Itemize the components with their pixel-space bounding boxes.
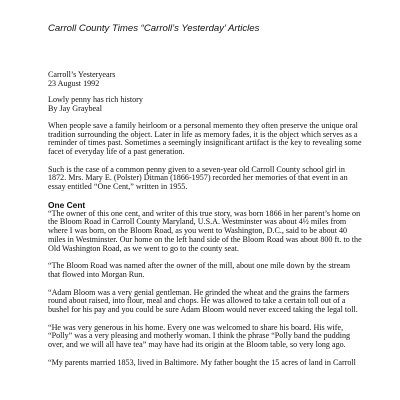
- paragraph-line: Such is the case of a common penny given to a seven-year old Carroll County school girl in: [48, 164, 345, 174]
- paragraph-line: where I was born, on the Bloom Road, as you went to Washington, D.C., said to be about 40: [48, 226, 348, 236]
- essay-paragraph-4: [48, 324, 356, 350]
- paragraph-line: facet of everyday life of a past generation.: [48, 146, 185, 156]
- essay-paragraph-3: [48, 289, 356, 315]
- intro-paragraph-1: [48, 120, 362, 157]
- paragraph-line: “My parents married 1853, lived in Baltimore. My father bought the 15 acres of land in Carroll: [48, 357, 356, 367]
- paragraph-line: miles in Westminster. Our home on the left hand side of the Bloom Road was about 800 ft. to the: [48, 234, 362, 244]
- column-name: Carroll’s Yesteryears: [48, 70, 116, 79]
- paragraph-line: “He was very generous in his home. Every one was welcomed to share his board. His wife,: [48, 322, 344, 332]
- paragraph-line: Old Washington Road, as we went to go to the county seat.: [48, 243, 239, 253]
- essay-paragraph-1: [48, 208, 362, 254]
- paragraph-line: “The Bloom Road was named after the owner of the mill, about one mile down by the stream: [48, 261, 351, 271]
- essay-paragraph-5: [48, 359, 356, 368]
- paragraph-line: “Adam Bloom was a very genial gentleman. He grinded the wheat and the grains the farmers: [48, 287, 350, 297]
- paragraph-line: When people save a family heirloom or a personal memento they often preserve the unique oral: [48, 120, 358, 130]
- section-heading: One Cent: [48, 199, 86, 210]
- paragraph-line: “The owner of this one cent, and writer of this true story, was born 1866 in her parent’s home on: [48, 208, 361, 218]
- paragraph-line: 1872. Mrs. Mary E. (Polster) Ditman (1866-1957) recorded her memories of that event in an: [48, 173, 348, 183]
- article-byline: By Jay Graybeal: [48, 104, 102, 114]
- paragraph-line: the Bloom Road in Carroll County Maryland, U.S.A. Westminster was about 4½ miles from: [48, 217, 347, 227]
- paragraph-line: “Polly” was a very pleasing and motherly woman. I think the phrase “Polly band the pudding: [48, 331, 351, 341]
- document-body: [48, 70, 362, 368]
- paragraph-line: that flowed into Morgan Run.: [48, 269, 145, 279]
- paragraph-line: over, and we will all have tea” may have had its origin at the Bloom table, so very long ago.: [48, 340, 346, 350]
- paragraph-line: reminder of times past. Sometimes a seemingly insignificant artifact is the key to revealing some: [48, 138, 362, 148]
- paragraph-line: bushel for his pay and you could be sure Adam Bloom would never exceed taking the legal toll.: [48, 305, 358, 315]
- page-header-title: Carroll County Times “Carroll’s Yesterday’ Articles: [48, 23, 260, 34]
- paragraph-line: round about raised, into flour, meal and chops. He was allowed to take a certain toll out of a: [48, 296, 346, 306]
- essay-paragraph-2: [48, 262, 356, 279]
- paragraph-line: essay entitled “One Cent,” written in 1955.: [48, 182, 188, 192]
- intro-paragraph-2: [48, 166, 356, 192]
- article-date: 23 August 1992: [48, 78, 100, 88]
- article-title: Lowly penny has rich history: [48, 95, 143, 105]
- paragraph-line: tradition surrounding the object. Later in life as memory fades, it is the object which serves as a: [48, 129, 358, 139]
